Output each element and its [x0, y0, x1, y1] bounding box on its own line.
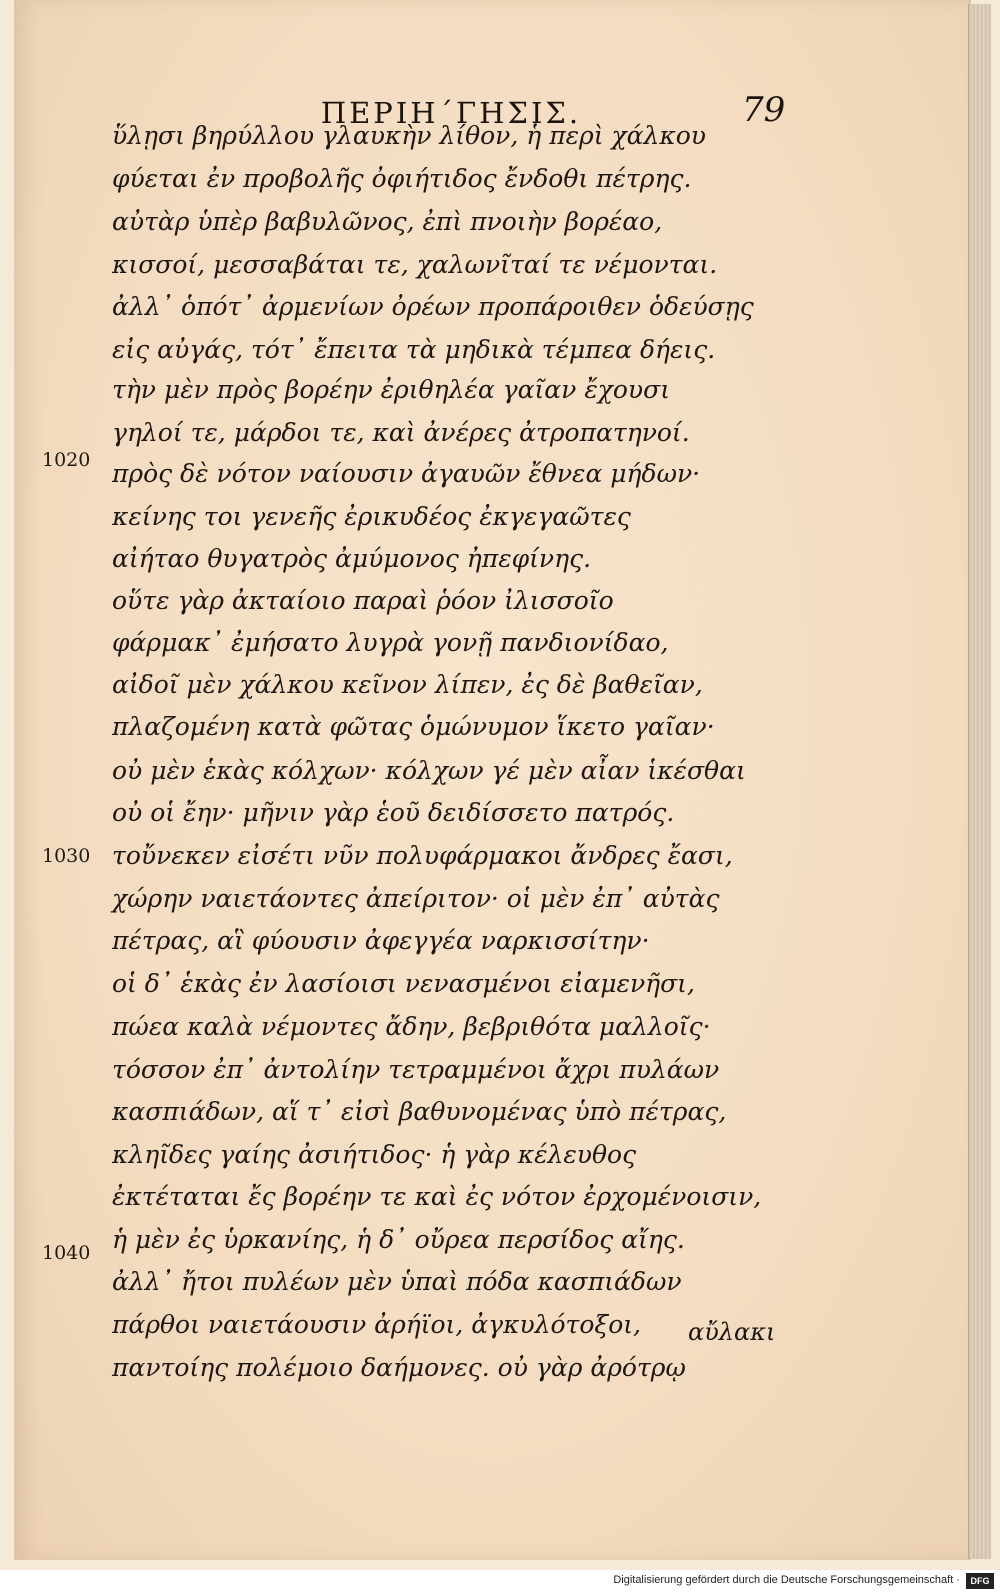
dfg-logo-icon: DFG: [966, 1573, 994, 1589]
catchword: αὔλακι: [688, 1318, 776, 1346]
verse-line: αἰήταο θυγατρὸς ἀμύμονος ἠπεφίνης.: [112, 544, 592, 573]
verse-line: οὐ οἱ ἔην· μῆνιν γὰρ ἑοῦ δειδίσσετο πατρός.: [112, 798, 675, 827]
line-number-1040: 1040: [42, 1242, 91, 1264]
verse-line: τὴν μὲν πρὸς βορέην ἐριθηλέα γαῖαν ἔχουσι: [112, 375, 670, 404]
verse-line: τοὔνεκεν εἰσέτι νῦν πολυφάρμακοι ἄνδρες ἔασι,: [112, 841, 733, 870]
verse-line: ἀλλ᾽ ὁπότ᾽ ἀρμενίων ὀρέων προπάροιθεν ὁδεύσῃς: [112, 292, 754, 321]
verse-line: παντοίης πολέμοιο δαήμονες. οὐ γὰρ ἀρότρῳ: [112, 1353, 686, 1382]
funding-credit: Digitalisierung gefördert durch die Deutsche Forschungsgemeinschaft ·: [613, 1574, 960, 1586]
verse-line: φάρμακ᾽ ἐμήσατο λυγρὰ γονῇ πανδιονίδαο,: [112, 628, 669, 657]
verse-line: φύεται ἐν προβολῆς ὀφιήτιδος ἔνδοθι πέτρης.: [112, 164, 692, 193]
footer-bar: [0, 1570, 1000, 1595]
verse-line: κείνης τοι γενεῆς ἐρικυδέος ἐκγεγαῶτες: [112, 502, 631, 531]
verse-line: χώρην ναιετάοντες ἀπείριτον· οἱ μὲν ἐπ᾽ αὐτὰς: [112, 884, 720, 913]
verse-line: πώεα καλὰ νέμοντες ἄδην, βεβριθότα μαλλοῖς·: [112, 1012, 711, 1041]
line-number-1020: 1020: [42, 449, 91, 471]
running-head-title: ΠΕΡΙΗ΄ΓΗΣΙΣ.: [320, 96, 582, 130]
verse-line: τόσσον ἐπ᾽ ἀντολίην τετραμμένοι ἄχρι πυλάων: [112, 1055, 720, 1084]
verse-line: ὕλῃσι βηρύλλου γλαυκὴν λίθον, ἡ περὶ χάλκου: [112, 121, 707, 150]
verse-line: πέτρας, αἳ φύουσιν ἀφεγγέα ναρκισσίτην·: [112, 926, 650, 955]
page-number: 79: [742, 90, 786, 130]
verse-line: πλαζομένη κατὰ φῶτας ὁμώνυμον ἵκετο γαῖαν·: [112, 712, 715, 741]
verse-line: κληῖδες γαίης ἀσιήτιδος· ἡ γὰρ κέλευθος: [112, 1140, 637, 1169]
verse-line: αὐτὰρ ὑπὲρ βαβυλῶνος, ἐπὶ πνοιὴν βορέαο,: [112, 207, 663, 236]
line-number-1030: 1030: [42, 845, 91, 867]
verse-line: πρὸς δὲ νότον ναίουσιν ἀγαυῶν ἔθνεα μήδων·: [112, 459, 701, 488]
verse-line: εἰς αὐγάς, τότ᾽ ἔπειτα τὰ μηδικὰ τέμπεα δήεις.: [112, 335, 716, 364]
verse-line: κισσοί, μεσσαβάται τε, χαλωνῖταί τε νέμονται.: [112, 250, 718, 279]
verse-line: αἰδοῖ μὲν χάλκου κεῖνον λίπεν, ἐς δὲ βαθεῖαν,: [112, 670, 703, 699]
verse-line: ἐκτέταται ἔς βορέην τε καὶ ἐς νότον ἐρχομένοισιν,: [112, 1182, 762, 1211]
verse-line: οἱ δ᾽ ἑκὰς ἐν λασίοισι νενασμένοι εἰαμενῆσι,: [112, 969, 695, 998]
verse-line: ἡ μὲν ἐς ὑρκανίης, ἡ δ᾽ οὔρεα περσίδος αἴης.: [112, 1225, 685, 1254]
verse-line: κασπιάδων, αἵ τ᾽ εἰσὶ βαθυνομένας ὑπὸ πέτρας,: [112, 1097, 727, 1126]
verse-line: οὐ μὲν ἑκὰς κόλχων· κόλχων γέ μὲν αἶαν ἱκέσθαι: [112, 756, 746, 785]
verse-line: οὕτε γὰρ ἀκταίοιο παραὶ ῥόον ἰλισσοῖο: [112, 586, 614, 615]
verse-line: γηλοί τε, μάρδοι τε, καὶ ἀνέρες ἀτροπατηνοί.: [112, 418, 690, 447]
verse-line: ἀλλ᾽ ἤτοι πυλέων μὲν ὑπαὶ πόδα κασπιάδων: [112, 1267, 682, 1296]
verse-line: πάρθοι ναιετάουσιν ἀρήϊοι, ἀγκυλότοξοι,: [112, 1310, 642, 1339]
